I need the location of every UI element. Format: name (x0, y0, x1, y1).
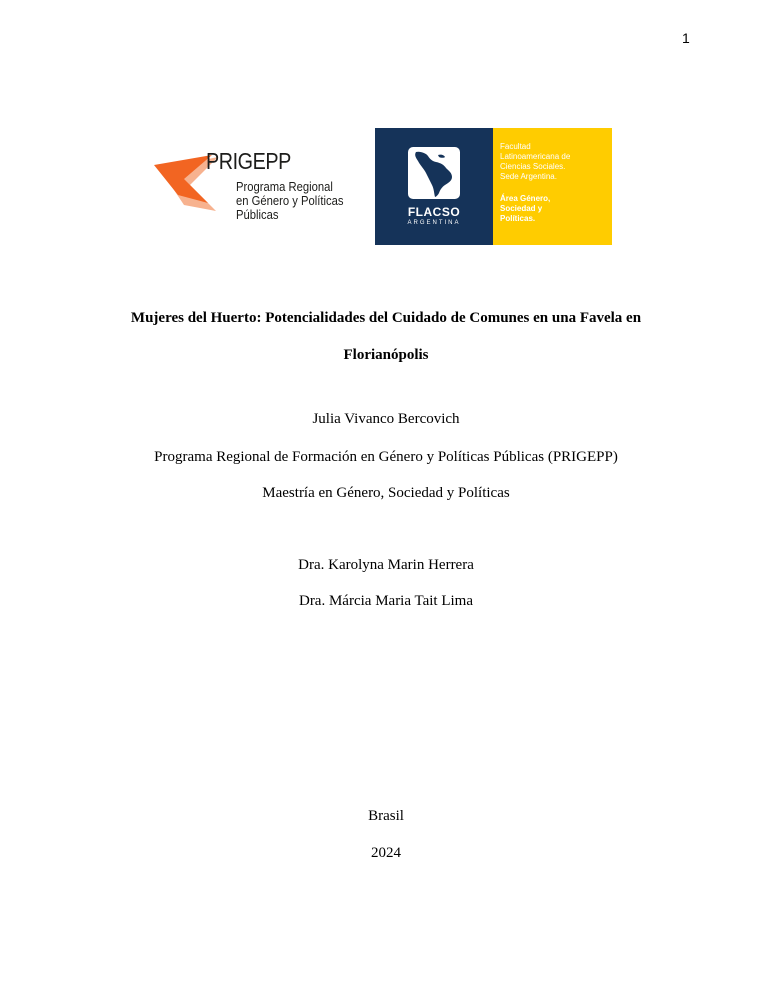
flacso-logo (375, 128, 612, 245)
title-line-2: Florianópolis (343, 347, 429, 363)
country: Brasil (368, 808, 404, 824)
page-number: 1 (682, 30, 690, 46)
prigepp-name: PRIGEPP (206, 148, 291, 174)
advisor-1: Dra. Karolyna Marin Herrera (298, 557, 474, 573)
flacso-name: FLACSO (407, 205, 461, 219)
prigepp-subtitle: Programa Regional en Género y Políticas Públicas (236, 180, 344, 222)
flacso-blue-panel (375, 128, 493, 245)
flacso-yellow-panel (493, 128, 612, 245)
flacso-country: ARGENTINA (407, 220, 461, 226)
document-title (90, 300, 682, 374)
title-line-1: Mujeres del Huerto: Potencialidades del Cuidado de Comunes en una Favela en (130, 310, 642, 326)
author-name: Julia Vivanco Bercovich (312, 411, 460, 427)
advisor-2: Dra. Márcia Maria Tait Lima (298, 593, 474, 609)
flacso-area: Área Género, Sociedad y Políticas. (500, 194, 551, 223)
year: 2024 (371, 845, 401, 861)
flacso-description: Facultad Latinoamericana de Ciencias Sociales. Sede Argentina. (500, 142, 571, 181)
degree-name: Maestría en Género, Sociedad y Políticas (262, 485, 510, 501)
program-name: Programa Regional de Formación en Género y Políticas Públicas (PRIGEPP) (154, 449, 618, 465)
prigepp-logo (154, 148, 354, 228)
latin-america-map-icon (408, 147, 460, 199)
